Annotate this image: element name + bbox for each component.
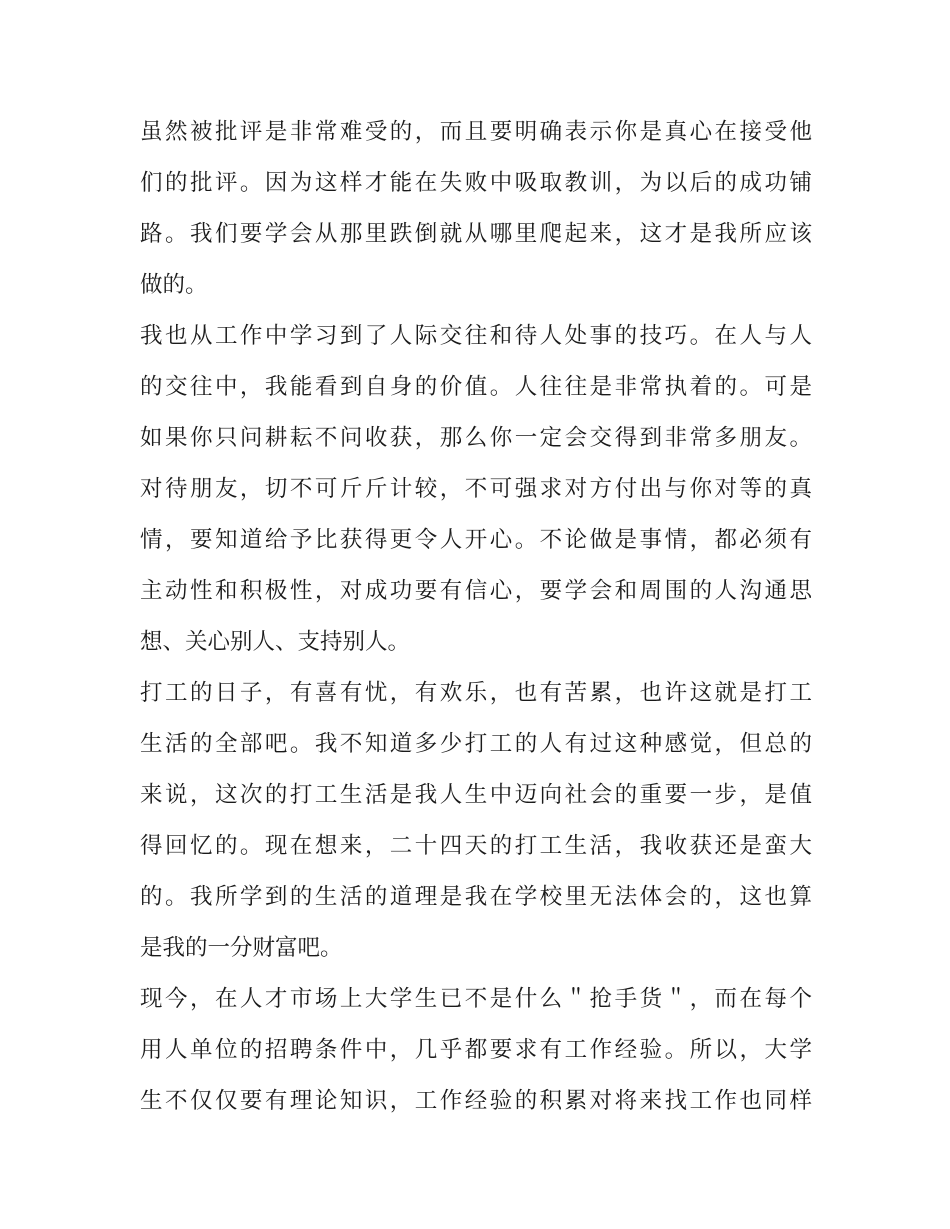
text-line: 如果你只问耕耘不问收获，那么你一定会交得到非常多朋友。 bbox=[140, 425, 812, 451]
paragraph bbox=[140, 978, 812, 1131]
text-line: 们的批评。因为这样才能在失败中吸取教训，为以后的成功铺 bbox=[140, 170, 812, 196]
text-line: 想、关心别人、支持别人。 bbox=[140, 629, 411, 655]
text-line: 主动性和积极性，对成功要有信心，要学会和周围的人沟通思 bbox=[140, 578, 812, 604]
text-line: 虽然被批评是非常难受的，而且要明确表示你是真心在接受他 bbox=[140, 119, 812, 145]
document-body bbox=[140, 111, 812, 1131]
text-line: 路。我们要学会从那里跌倒就从哪里爬起来，这才是我所应该 bbox=[140, 221, 812, 247]
text-line: 得回忆的。现在想来，二十四天的打工生活，我收获还是蛮大 bbox=[140, 833, 812, 859]
text-line: 情，要知道给予比获得更令人开心。不论做是事情，都必须有 bbox=[140, 527, 812, 553]
text-line: 现今，在人才市场上大学生已不是什么＂抢手货＂，而在每个 bbox=[140, 986, 812, 1012]
text-line: 的交往中，我能看到自身的价值。人往往是非常执着的。可是 bbox=[140, 374, 812, 400]
text-line: 用人单位的招聘条件中，几乎都要求有工作经验。所以，大学 bbox=[140, 1037, 812, 1063]
text-line: 是我的一分财富吧。 bbox=[140, 935, 343, 961]
text-line: 打工的日子，有喜有忧，有欢乐，也有苦累，也许这就是打工 bbox=[140, 680, 812, 706]
paragraph bbox=[140, 111, 812, 315]
text-line: 的。我所学到的生活的道理是我在学校里无法体会的，这也算 bbox=[140, 884, 812, 910]
text-line: 我也从工作中学习到了人际交往和待人处事的技巧。在人与人 bbox=[140, 323, 812, 349]
text-line: 对待朋友，切不可斤斤计较，不可强求对方付出与你对等的真 bbox=[140, 476, 812, 502]
paragraph bbox=[140, 315, 812, 672]
text-line: 生活的全部吧。我不知道多少打工的人有过这种感觉，但总的 bbox=[140, 731, 812, 757]
text-line: 做的。 bbox=[140, 272, 208, 298]
text-line: 来说，这次的打工生活是我人生中迈向社会的重要一步，是值 bbox=[140, 782, 812, 808]
text-line: 生不仅仅要有理论知识，工作经验的积累对将来找工作也同样 bbox=[140, 1088, 812, 1114]
paragraph bbox=[140, 672, 812, 978]
